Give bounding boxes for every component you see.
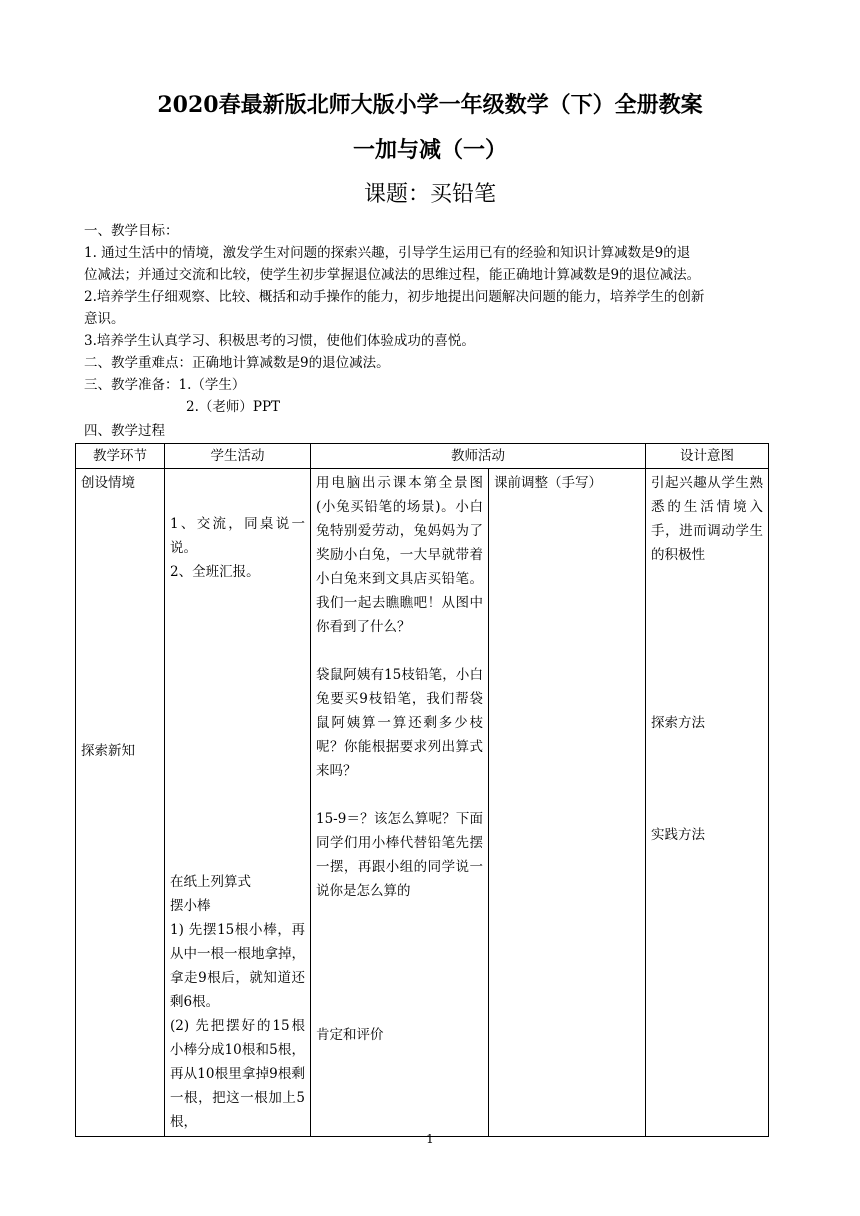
stage-create-situation: 创设情境 <box>81 475 135 491</box>
student-activity-cell <box>165 469 311 1137</box>
header-student-activity: 学生活动 <box>165 444 311 469</box>
preparation-line-1: 三、教学准备：1.（学生） <box>84 377 246 393</box>
teacher-activity-cell <box>311 469 489 1137</box>
student-activity-discuss: 1、交流，同桌说一说。 <box>170 516 305 556</box>
intent-interest: 引起兴趣从学生熟悉的生活情境入手，进而调动学生的积极性 <box>651 475 763 563</box>
intent-practice: 实践方法 <box>651 827 705 843</box>
objective-1-line-2: 位减法；并通过交流和比较，使学生初步掌握退位减法的思维过程，能正确地计算减数是9的退位减法。 <box>84 267 701 283</box>
student-activity-report: 2、全班汇报。 <box>170 564 260 580</box>
teaching-process-table <box>75 443 769 1137</box>
stage-cell <box>76 469 165 1137</box>
table-header-row <box>76 444 769 469</box>
header-teacher-activity: 教师活动 <box>311 444 646 469</box>
key-points: 二、教学重难点：正确地计算减数是9的退位减法。 <box>84 355 390 371</box>
header-design-intent: 设计意图 <box>646 444 769 469</box>
teacher-activity-sticks: 15-9＝？该怎么算呢？下面同学们用小棒代替铅笔先摆一摆，再跟小组的同学说一说你是怎么算的 <box>316 811 483 899</box>
teacher-activity-question: 袋鼠阿姨有15枝铅笔，小白兔要买9枝铅笔，我们帮袋鼠阿姨算一算还剩多少枝呢？你能根据要求列出算式来吗？ <box>316 667 483 779</box>
adjust-cell <box>489 469 646 1137</box>
objective-2-line-1: 2.培养学生仔细观察、比较、概括和动手操作的能力，初步地提出问题解决问题的能力，培养学生的创新 <box>84 289 705 305</box>
student-activity-write: 在纸上列算式 <box>170 874 251 890</box>
objective-1-line-1: 1. 通过生活中的情境，激发学生对问题的探索兴趣，引导学生运用已有的经验和知识计算减数是9的退 <box>84 245 691 261</box>
preparation-line-2: 2.（老师）PPT <box>186 399 281 415</box>
stage-explore-new: 探索新知 <box>81 743 135 759</box>
main-title: 2020春最新版北师大版小学一年级数学（下）全册教案 <box>157 92 703 118</box>
process-heading: 四、教学过程 <box>84 423 165 439</box>
page-number: 1 <box>426 1132 434 1146</box>
unit-title: 一加与减（一） <box>352 137 507 163</box>
header-stage: 教学环节 <box>76 444 165 469</box>
lesson-title: 课题：买铅笔 <box>363 182 496 207</box>
teacher-activity-intro: 用电脑出示课本第全景图(小兔买铅笔的场景)。小白兔特别爱劳动，兔妈妈为了奖励小白兔，一大早就带着小白兔来到文具店买铅笔。我们一起去瞧瞧吧！从图中你看到了什么？ <box>316 475 483 635</box>
student-activity-method-1: 1) 先摆15根小棒，再从中一根一根地拿掉，拿走9根后，就知道还剩6根。 <box>170 922 305 1010</box>
objective-3: 3.培养学生认真学习、积极思考的习惯，使他们体验成功的喜悦。 <box>84 333 475 349</box>
student-activity-sticks: 摆小棒 <box>170 898 211 914</box>
intent-explore: 探索方法 <box>651 715 705 731</box>
pre-class-adjust: 课前调整（手写） <box>494 475 602 491</box>
teacher-activity-evaluate: 肯定和评价 <box>316 1027 384 1043</box>
objective-2-line-2: 意识。 <box>84 311 125 327</box>
student-activity-method-2: (2) 先把摆好的15根小棒分成10根和5根，再从10根里拿掉9根剩一根，把这一根加上5根， <box>170 1018 305 1130</box>
design-intent-cell <box>646 469 769 1137</box>
table-row <box>76 469 769 1137</box>
objectives-heading: 一、教学目标： <box>84 223 179 239</box>
